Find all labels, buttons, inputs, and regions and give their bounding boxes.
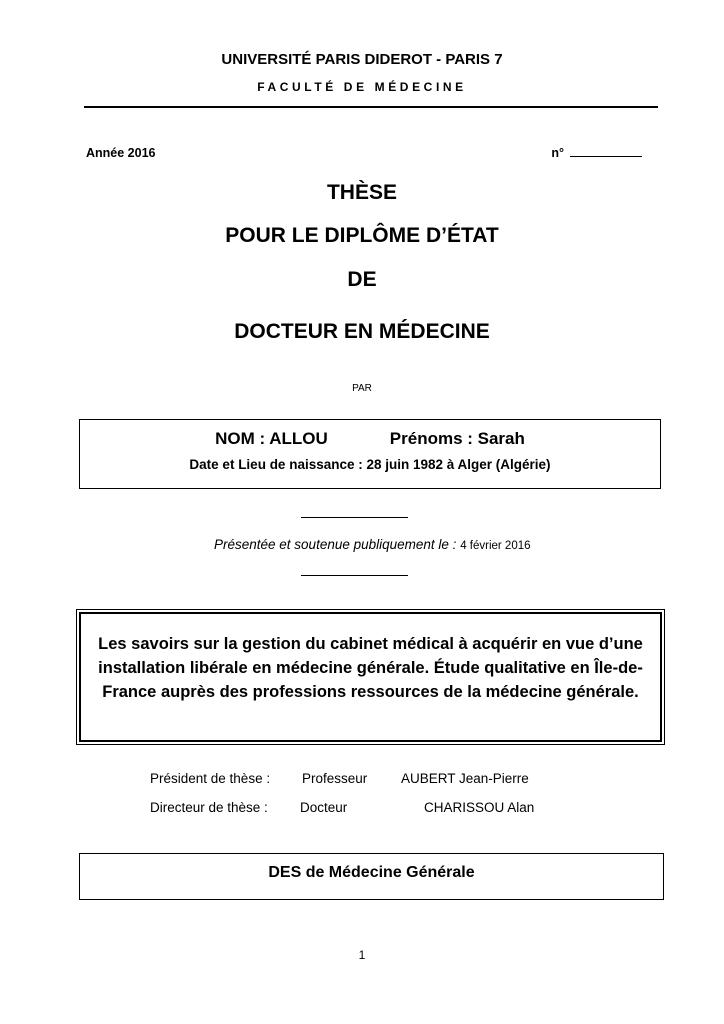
author-birth: Date et Lieu de naissance : 28 juin 1982 à Alger (Algérie) — [189, 457, 551, 472]
title-line-4: DOCTEUR EN MÉDECINE — [234, 320, 490, 343]
defense-date: 4 février 2016 — [460, 540, 531, 552]
title-line-1: THÈSE — [326, 181, 397, 204]
university-name: UNIVERSITÉ PARIS DIDEROT - PARIS 7 — [221, 51, 503, 68]
by-label: PAR — [352, 383, 372, 394]
author-last-name: NOM : ALLOU — [215, 429, 328, 448]
defense-line — [214, 537, 531, 552]
defense-label: Présentée et soutenue publiquement le : — [214, 537, 457, 552]
title-line-3: DE — [347, 268, 377, 291]
thesis-title: Les savoirs sur la gestion du cabinet médical à acquérir en vue d’une installation libérale en médecine générale. Étude qualitative en Île-de-France auprès des professions ressources de la médecine générale. — [79, 612, 662, 742]
year-label: Année 2016 — [86, 146, 156, 160]
director-title: Docteur — [300, 800, 348, 815]
divider-short-2 — [301, 575, 408, 576]
diploma-box: DES de Médecine Générale — [79, 853, 664, 900]
president-label: Président de thèse : — [150, 771, 271, 786]
thesis-number-label: n° — [551, 146, 564, 160]
author-box — [79, 419, 661, 489]
header-divider — [84, 106, 658, 108]
president-title: Professeur — [302, 771, 368, 786]
director-name: CHARISSOU Alan — [424, 800, 535, 815]
faculty-name: FACULTÉ DE MÉDECINE — [257, 80, 467, 94]
director-label: Directeur de thèse : — [150, 800, 268, 815]
author-name-line — [80, 429, 660, 449]
thesis-number — [551, 146, 642, 160]
page-number: 1 — [358, 948, 366, 962]
thesis-title-box — [76, 609, 665, 745]
thesis-number-blank — [570, 146, 642, 157]
divider-short-1 — [301, 517, 408, 518]
author-first-names: Prénoms : Sarah — [389, 429, 525, 448]
title-line-2: POUR LE DIPLÔME D’ÉTAT — [225, 224, 499, 247]
president-name: AUBERT Jean-Pierre — [401, 771, 529, 786]
